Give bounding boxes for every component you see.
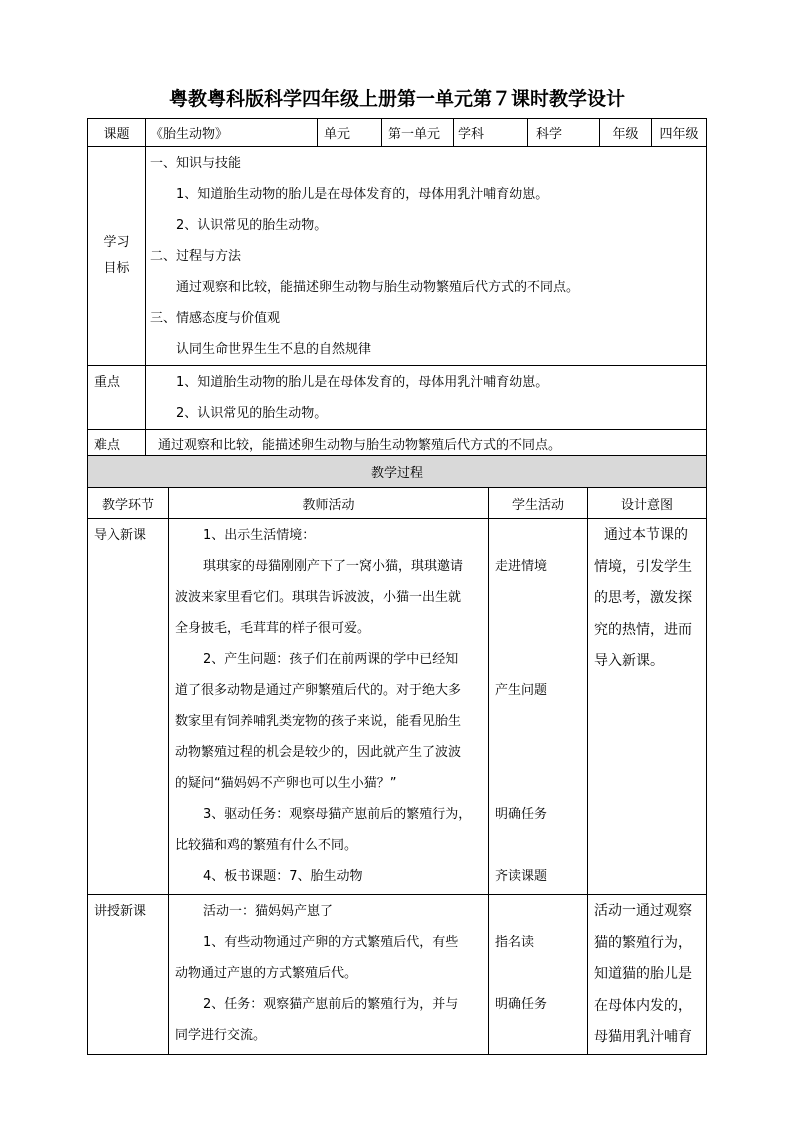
column-header-stage: 教学环节	[88, 488, 169, 519]
difficulty-label: 难点	[88, 430, 146, 458]
grade-value: 四年级	[652, 119, 707, 147]
goal-line: 2、认识常见的胎生动物。	[176, 218, 328, 233]
student-line	[495, 520, 587, 551]
teacher-line: 3、驱动任务：观察母猫产崽前后的繁殖行为，	[203, 807, 472, 822]
key-point-line: 2、认识常见的胎生动物。	[176, 406, 328, 421]
teacher-line: 的疑问“猫妈妈不产卵也可以生小猫？”	[175, 776, 397, 791]
design-line: 情境，引发学生	[594, 558, 692, 575]
student-line: 产生问题	[495, 683, 548, 698]
process-columns-row	[88, 488, 707, 519]
key-points-label: 重点	[88, 366, 146, 430]
column-header-student: 学生活动	[489, 488, 588, 519]
teacher-line: 活动一：猫妈妈产崽了	[203, 904, 334, 919]
difficulty-row	[88, 430, 707, 458]
unit-label: 单元	[318, 119, 382, 147]
process-heading: 教学过程	[88, 456, 707, 488]
teacher-line: 动物繁殖过程的机会是较少的，因此就产生了波波	[175, 745, 462, 760]
student-line: 走进情境	[495, 559, 548, 574]
student-activity	[489, 519, 588, 895]
goal-line: 通过观察和比较，能描述卵生动物与胎生动物繁殖后代方式的不同点。	[176, 280, 580, 295]
teacher-line: 全身披毛，毛茸茸的样子很可爱。	[175, 621, 371, 636]
goal-line: 二、过程与方法	[150, 249, 242, 264]
design-line: 母猫用乳汁哺育	[594, 1029, 692, 1045]
student-line	[495, 958, 587, 989]
teacher-line: 同学进行交流。	[175, 1028, 267, 1043]
key-points-row	[88, 366, 707, 430]
student-line	[495, 613, 587, 644]
student-line: 明确任务	[495, 997, 548, 1012]
teacher-activity	[169, 895, 489, 1055]
teacher-line: 动物通过产崽的方式繁殖后代。	[175, 966, 358, 981]
student-line: 指名读	[495, 935, 535, 950]
teacher-line: 数家里有饲养哺乳类宠物的孩子来说，能看见胎生	[175, 714, 462, 729]
document-title: 粤教粤科版科学四年级上册第一单元第７课时教学设计	[168, 88, 625, 110]
section-lecture-row	[88, 895, 707, 1055]
student-line	[495, 737, 587, 768]
subject-value: 科学	[528, 119, 600, 147]
student-activity	[489, 895, 588, 1055]
difficulty-content: 通过观察和比较，能描述卵生动物与胎生动物繁殖后代方式的不同点。	[146, 430, 707, 458]
teacher-line: 波波来家里看它们。琪琪告诉波波，小猫一出生就	[175, 590, 462, 605]
student-line: 明确任务	[495, 807, 548, 822]
student-line	[495, 830, 587, 861]
student-line	[495, 896, 587, 927]
design-line: 活动一通过观察	[594, 903, 692, 919]
teacher-line: 1、出示生活情境：	[203, 528, 316, 543]
section-name: 导入新课	[88, 519, 169, 895]
goals-row	[88, 147, 707, 366]
student-line	[495, 768, 587, 799]
design-line: 知道猫的胎儿是	[594, 966, 692, 982]
design-line: 在母体内发的，	[594, 997, 692, 1014]
subject-label: 学科	[454, 119, 528, 147]
lesson-info-table	[87, 118, 707, 458]
design-line: 的思考，激发探	[594, 590, 692, 606]
teacher-line: 2、任务：观察猫产崽前后的繁殖行为，并与	[203, 997, 459, 1012]
topic-value: 《胎生动物》	[146, 119, 318, 147]
goal-line: 1、知道胎生动物的胎儿是在母体发育的，母体用乳汁哺育幼崽。	[176, 187, 549, 202]
key-point-line: 1、知道胎生动物的胎儿是在母体发育的，母体用乳汁哺育幼崽。	[176, 375, 549, 390]
design-line: 导入新课。	[594, 653, 664, 669]
teaching-process-table	[87, 455, 707, 1055]
section-intro-row	[88, 519, 707, 895]
topic-label: 课题	[88, 119, 146, 147]
teacher-line: 4、板书课题：7、胎生动物	[203, 869, 363, 884]
teacher-line: 道了很多动物是通过产卵繁殖后代的。对于绝大多	[175, 683, 462, 698]
goal-line: 三、情感态度与价值观	[150, 311, 281, 326]
student-line	[495, 582, 587, 613]
section-name: 讲授新课	[88, 895, 169, 1055]
teacher-line: 琪琪家的母猫刚刚产下了一窝小猫，琪琪邀请	[203, 559, 464, 574]
goals-content	[146, 147, 707, 366]
teacher-activity	[169, 519, 489, 895]
teacher-line: 比较猫和鸡的繁殖有什么不同。	[175, 838, 358, 853]
student-line	[495, 1020, 587, 1051]
design-intent	[588, 519, 707, 895]
header-row	[88, 119, 707, 147]
design-line: 猫的繁殖行为，	[594, 934, 692, 951]
student-line	[495, 706, 587, 737]
goal-line: 一、知识与技能	[150, 156, 242, 171]
column-header-design: 设计意图	[588, 488, 707, 519]
design-line: 通过本节课的	[604, 527, 688, 543]
teacher-line: 1、有些动物通过产卵的方式繁殖后代，有些	[203, 935, 459, 950]
design-intent	[588, 895, 707, 1055]
design-line: 究的热情，进而	[594, 621, 692, 638]
column-header-teacher: 教师活动	[169, 488, 489, 519]
goals-label: 学习 目标	[88, 147, 146, 366]
teacher-line: 2、产生问题：孩子们在前两课的学中已经知	[203, 652, 459, 667]
grade-label: 年级	[600, 119, 652, 147]
goal-line: 认同生命世界生生不息的自然规律	[176, 342, 372, 357]
student-line	[495, 644, 587, 675]
key-points-content	[146, 366, 707, 430]
process-heading-row	[88, 456, 707, 488]
student-line: 齐读课题	[495, 869, 548, 884]
unit-value: 第一单元	[382, 119, 454, 147]
